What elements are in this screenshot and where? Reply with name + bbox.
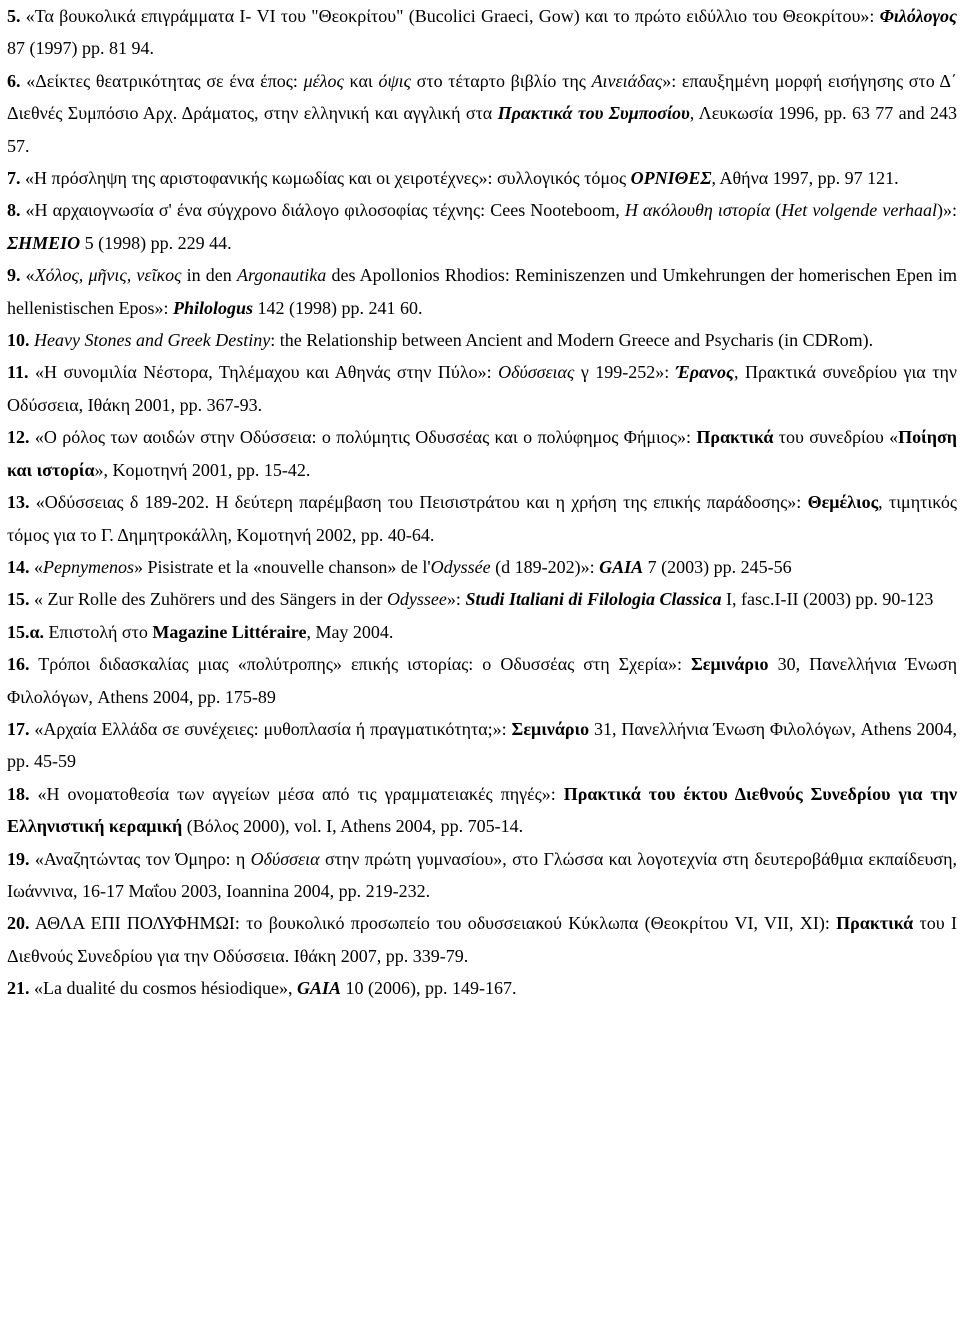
entry-number: 17. [7, 718, 30, 739]
entry-emphasis: Magazine Littéraire [152, 621, 307, 642]
entry-text: )»: [937, 200, 957, 221]
entry-emphasis: Θεμέλιος [807, 492, 879, 513]
entry-text: ( [770, 200, 782, 221]
entry-text: , Πρακτικά συνεδρίου για την Οδύσσεια, Ιθάκη 2001, pp. 367-93. [7, 362, 958, 415]
entry-text: στο τέταρτο βιβλίο της [410, 70, 592, 91]
entry-emphasis: Φιλόλογος [879, 6, 957, 26]
entry-text: «Αναζητώντας τον Όμηρο: η [29, 848, 251, 869]
entry-text: »: επαυξημένη μορφή εισήγησης στο Δ΄ Διεθνές Συμπόσιο Αρχ. Δράματος, στην ελληνική και αγγλική στα [7, 70, 957, 124]
entry-emphasis: Πρακτικά [836, 913, 914, 934]
entry-emphasis: Η ακόλουθη ιστορία [624, 200, 771, 221]
entry-number: 12. [7, 427, 30, 448]
entry-text: 30, Πανελλήνια Ένωση Φιλολόγων, Athens 2004, pp. 175-89 [7, 654, 957, 707]
entry-text: «Η πρόσληψη της αριστοφανικής κωμωδίας και οι χειροτέχνες»: συλλογικός τόμος [20, 168, 631, 189]
entry-text: « [20, 265, 35, 286]
entry-text: , Αθήνα 1997, pp. 97 121. [711, 168, 899, 189]
bibliography-entry [7, 713, 957, 778]
entry-number: 8. [7, 200, 21, 221]
entry-text: » Pisistrate et la «nouvelle chanson» de l' [133, 556, 431, 577]
entry-text: 10 (2006), pp. 149-167. [340, 978, 517, 999]
entry-text: Επιστολή στο [44, 621, 153, 642]
bibliography-entry [7, 972, 957, 1004]
entry-text: «Η συνομιλία Νέστορα, Τηλέμαχου και Αθηνάς στην Πύλο»: [28, 362, 499, 383]
entry-emphasis: Σεμινάριο [691, 654, 769, 675]
entry-number: 9. [7, 265, 21, 286]
entry-text: , May 2004. [306, 621, 394, 642]
entry-emphasis: Πρακτικά του έκτου Διεθνούς Συνεδρίου για την Ελληνιστική κεραμική [7, 783, 957, 837]
entry-emphasis: Πρακτικά [696, 427, 774, 448]
bibliography-entry [7, 324, 957, 356]
entry-emphasis: Heavy Stones and Greek Destiny [34, 330, 271, 351]
entry-number: 20. [7, 913, 30, 934]
entry-emphasis: Πρακτικά του Συμποσίου [497, 103, 690, 124]
entry-emphasis: Έρανος [675, 362, 735, 383]
entry-text: και [343, 70, 379, 91]
bibliography-entry [7, 162, 957, 194]
entry-text: «Ο ρόλος των αοιδών στην Οδύσσεια: ο πολύμητις Οδυσσέας και ο πολύφημος Φήμιος»: [29, 427, 697, 448]
entry-emphasis: Οδύσσεια [250, 848, 320, 869]
entry-text: 142 (1998) pp. 241 60. [253, 297, 423, 318]
entry-text: ΑΘΛΑ ΕΠΙ ΠΟΛΥΦΗΜΩΙ: το βουκολικό προσωπείο του οδυσσειακού Κύκλωπα (Θεοκρίτου VI, VII, XI): [29, 913, 837, 934]
bibliography-entry [7, 194, 957, 259]
bibliography-entry [7, 583, 957, 615]
entry-emphasis: Αινειάδας [591, 70, 663, 91]
entry-text: «Τα βουκολικά επιγράμματα Ι- VI του "Θεοκρίτου" (Bucolici Graeci, Gow) και το πρώτο ειδύλλιο του Θεοκρίτου»: [20, 6, 880, 26]
entry-emphasis: Ποίηση και ιστορία [7, 427, 957, 480]
entry-number: 14. [7, 556, 30, 577]
bibliography-entry [7, 0, 957, 65]
entry-number: 10. [7, 330, 30, 351]
entry-emphasis: Σεμινάριο [511, 718, 590, 739]
entry-text: «Η ονοματοθεσία των αγγείων μέσα από τις γραμματειακές πηγές»: [29, 783, 564, 804]
entry-text: «Η αρχαιογνωσία σ' ένα σύγχρονο διάλογο φιλοσοφίας τέχνης: Cees Nooteboom, [20, 200, 625, 221]
entry-number: 13. [7, 492, 30, 513]
entry-text: des Apollonios Rhodios: Reminiszenzen und Umkehrungen der homerischen Epen im hellenistischen Epos»: [7, 265, 957, 318]
entry-number: 18. [7, 783, 30, 804]
bibliography-entry [7, 259, 957, 324]
entry-text: in den [181, 265, 237, 286]
bibliography-entry [7, 551, 957, 583]
entry-text: 87 (1997) pp. 81 94. [7, 38, 154, 59]
entry-number: 11. [7, 362, 29, 383]
entry-text: 5 (1998) pp. 229 44. [80, 232, 232, 253]
entry-text: »: [446, 589, 466, 610]
entry-text: (Βόλος 2000), vol. I, Athens 2004, pp. 705-14. [182, 816, 524, 837]
entry-emphasis: ΣΗΜΕΙΟ [7, 232, 81, 253]
entry-text: « Zur Rolle des Zuhörers und des Sängers in der [29, 589, 387, 610]
bibliography-entry [7, 421, 957, 486]
entry-text: « [29, 556, 43, 577]
entry-emphasis: Οδύσσειας [498, 362, 575, 383]
bibliography-entry [7, 616, 957, 648]
entry-emphasis: Pepnymenos [43, 556, 134, 577]
entry-emphasis: Philologus [172, 297, 254, 318]
entry-number: 5. [7, 6, 21, 26]
entry-text: 31, Πανελλήνια Ένωση Φιλολόγων, Athens 2004, pp. 45-59 [7, 718, 957, 772]
bibliography-entry [7, 356, 957, 421]
entry-emphasis: Χόλος, μῆνις, νεῖκος [34, 265, 182, 286]
entry-emphasis: Studi Italiani di Filologia Classica [465, 589, 722, 610]
entry-number: 21. [7, 978, 30, 999]
entry-text: , Λευκωσία 1996, pp. 63 77 and 243 57. [7, 103, 957, 156]
entry-text: του συνεδρίου « [773, 427, 899, 448]
entry-text: Τρόποι διδασκαλίας μιας «πολύτροπης» επικής ιστορίας: ο Οδυσσέας στη Σχερία»: [29, 654, 691, 675]
entry-text: στην πρώτη γυμνασίου», στο Γλώσσα και λογοτεχνία στη δευτεροβάθμια εκπαίδευση, Ιωάννινα, 16-17 Μαΐου 2003, Ioannina 2004, pp. 219-232. [7, 848, 957, 901]
entry-text: «Οδύσσειας δ 189-202. Η δεύτερη παρέμβαση του Πεισιστράτου και η χρήση της επικής παράδοσης»: [29, 492, 808, 513]
entry-text: «Αρχαία Ελλάδα σε συνέχειες: μυθοπλασία ή πραγματικότητα;»: [29, 718, 512, 739]
entry-text: γ 199-252»: [574, 362, 676, 383]
entry-number: 6. [7, 70, 21, 91]
entry-text: 7 (2003) pp. 245-56 [643, 556, 792, 577]
entry-text: «Δείκτες θεατρικότητας σε ένα έπος: [20, 70, 304, 91]
bibliography-entry [7, 65, 957, 162]
entry-emphasis: ΟΡΝΙΘΕΣ [630, 168, 712, 189]
entry-emphasis: όψις [378, 70, 411, 91]
entry-emphasis: Argonautika [236, 265, 327, 286]
entry-text: του Ι Διεθνούς Συνεδρίου για την Οδύσσεια. Ιθάκη 2007, pp. 339-79. [7, 913, 957, 966]
entry-text: I, fasc.I-II (2003) pp. 90-123 [721, 589, 934, 610]
entry-number: 15.α. [7, 621, 45, 642]
bibliography-entry [7, 843, 957, 908]
entry-emphasis: GAIA [599, 556, 644, 577]
entry-number: 19. [7, 848, 30, 869]
entry-emphasis: μέλος [303, 70, 344, 91]
entry-emphasis: Odyssee [386, 589, 447, 610]
entry-text: «La dualité du cosmos hésiodique», [29, 978, 297, 999]
entry-text: , τιμητικός τόμος για το Γ. Δημητροκάλλη, Κομοτηνή 2002, pp. 40-64. [7, 492, 957, 545]
entry-text: (d 189-202)»: [490, 556, 600, 577]
entry-emphasis: Het volgende verhaal [781, 200, 937, 221]
entry-number: 15. [7, 589, 30, 610]
bibliography-entry [7, 486, 957, 551]
bibliography-entry [7, 778, 957, 843]
entry-number: 7. [7, 168, 21, 189]
entry-text: : the Relationship between Ancient and Modern Greece and Psycharis (in CDRom). [270, 330, 874, 351]
entry-emphasis: GAIA [296, 978, 341, 999]
entry-number: 16. [7, 654, 30, 675]
entry-text: », Κομοτηνή 2001, pp. 15-42. [94, 459, 311, 480]
bibliography-entry [7, 907, 957, 972]
entry-emphasis: Odyssée [430, 556, 491, 577]
bibliography-entry [7, 648, 957, 713]
